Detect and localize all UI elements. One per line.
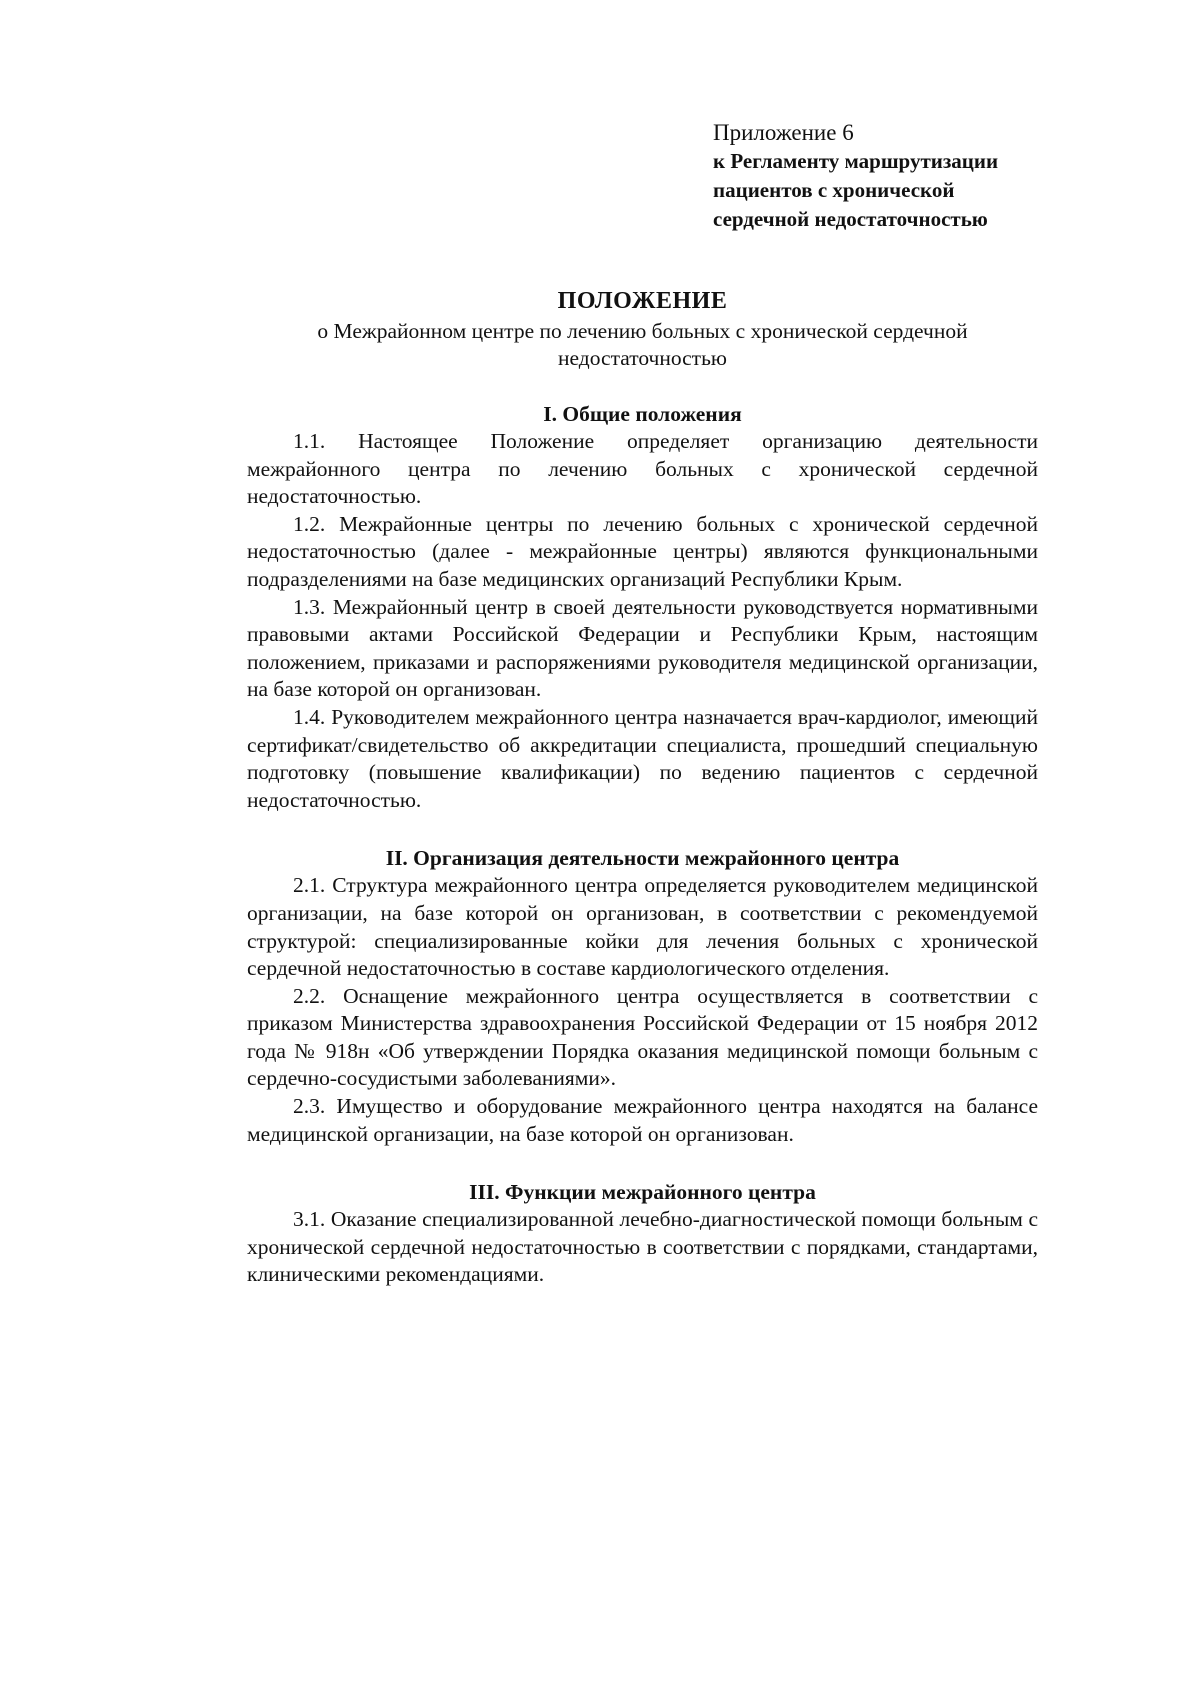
section-organization — [247, 844, 1038, 1148]
section-functions — [247, 1178, 1038, 1289]
paragraph: 2.3. Имущество и оборудование межрайонного центра находятся на балансе медицинской организации, на базе которой он организован. — [247, 1094, 1038, 1146]
section-general — [247, 400, 1038, 814]
annex-line: к Регламенту маршрутизации — [713, 149, 999, 173]
section-heading: II. Организация деятельности межрайонного центра — [385, 846, 900, 871]
document-subtitle: о Межрайонном центре по лечению больных с хронической сердечной недостаточностью — [317, 319, 968, 370]
annex-line: пациентов с хронической — [713, 178, 955, 202]
annex-header — [713, 118, 1043, 234]
paragraph: 1.1. Настоящее Положение определяет организацию деятельности межрайонного центра по лечению больных с хронической сердечной недостаточностью. — [247, 429, 1038, 509]
document-body — [247, 286, 1038, 1289]
paragraph: 1.3. Межрайонный центр в своей деятельности руководствуется нормативными правовыми актами Российской Федерации и Республики Крым, настоящим положением, приказами и распоряжениями руководителя медицинской организации, на базе которой он организован. — [247, 594, 1038, 702]
paragraph: 1.2. Межрайонные центры по лечению больных с хронической сердечной недостаточностью (далее - межрайонные центры) являются функциональными подразделениями на базе медицинских организаций Республики Крым. — [247, 511, 1038, 591]
section-heading: I. Общие положения — [543, 402, 742, 426]
annex-title: Приложение 6 — [713, 120, 854, 145]
document-title: ПОЛОЖЕНИЕ — [557, 288, 728, 314]
paragraph: 2.2. Оснащение межрайонного центра осуществляется в соответствии с приказом Министерства здравоохранения Российской Федерации от 15 ноября 2012 года № 918н «Об утверждении Порядка оказания медицинской помощи больным с сердечно-сосудистыми заболеваниями». — [247, 983, 1038, 1091]
paragraph: 2.1. Структура межрайонного центра определяется руководителем медицинской организации, на базе которой он организован, в соответствии с рекомендуемой структурой: специализированные койки для лечения больных с хронической сердечной недостаточностью в составе кардиологического отделения. — [247, 873, 1038, 981]
paragraph: 1.4. Руководителем межрайонного центра назначается врач-кардиолог, имеющий сертификат/свидетельство об аккредитации специалиста, прошедший специальную подготовку (повышение квалификации) по ведению пациентов с сердечной недостаточностью. — [247, 704, 1038, 812]
paragraph: 3.1. Оказание специализированной лечебно-диагностической помощи больным с хронической сердечной недостаточностью в соответствии с порядками, стандартами, клиническими рекомендациями. — [247, 1207, 1038, 1287]
section-heading: III. Функции межрайонного центра — [469, 1180, 816, 1205]
annex-line: сердечной недостаточностью — [713, 207, 988, 231]
